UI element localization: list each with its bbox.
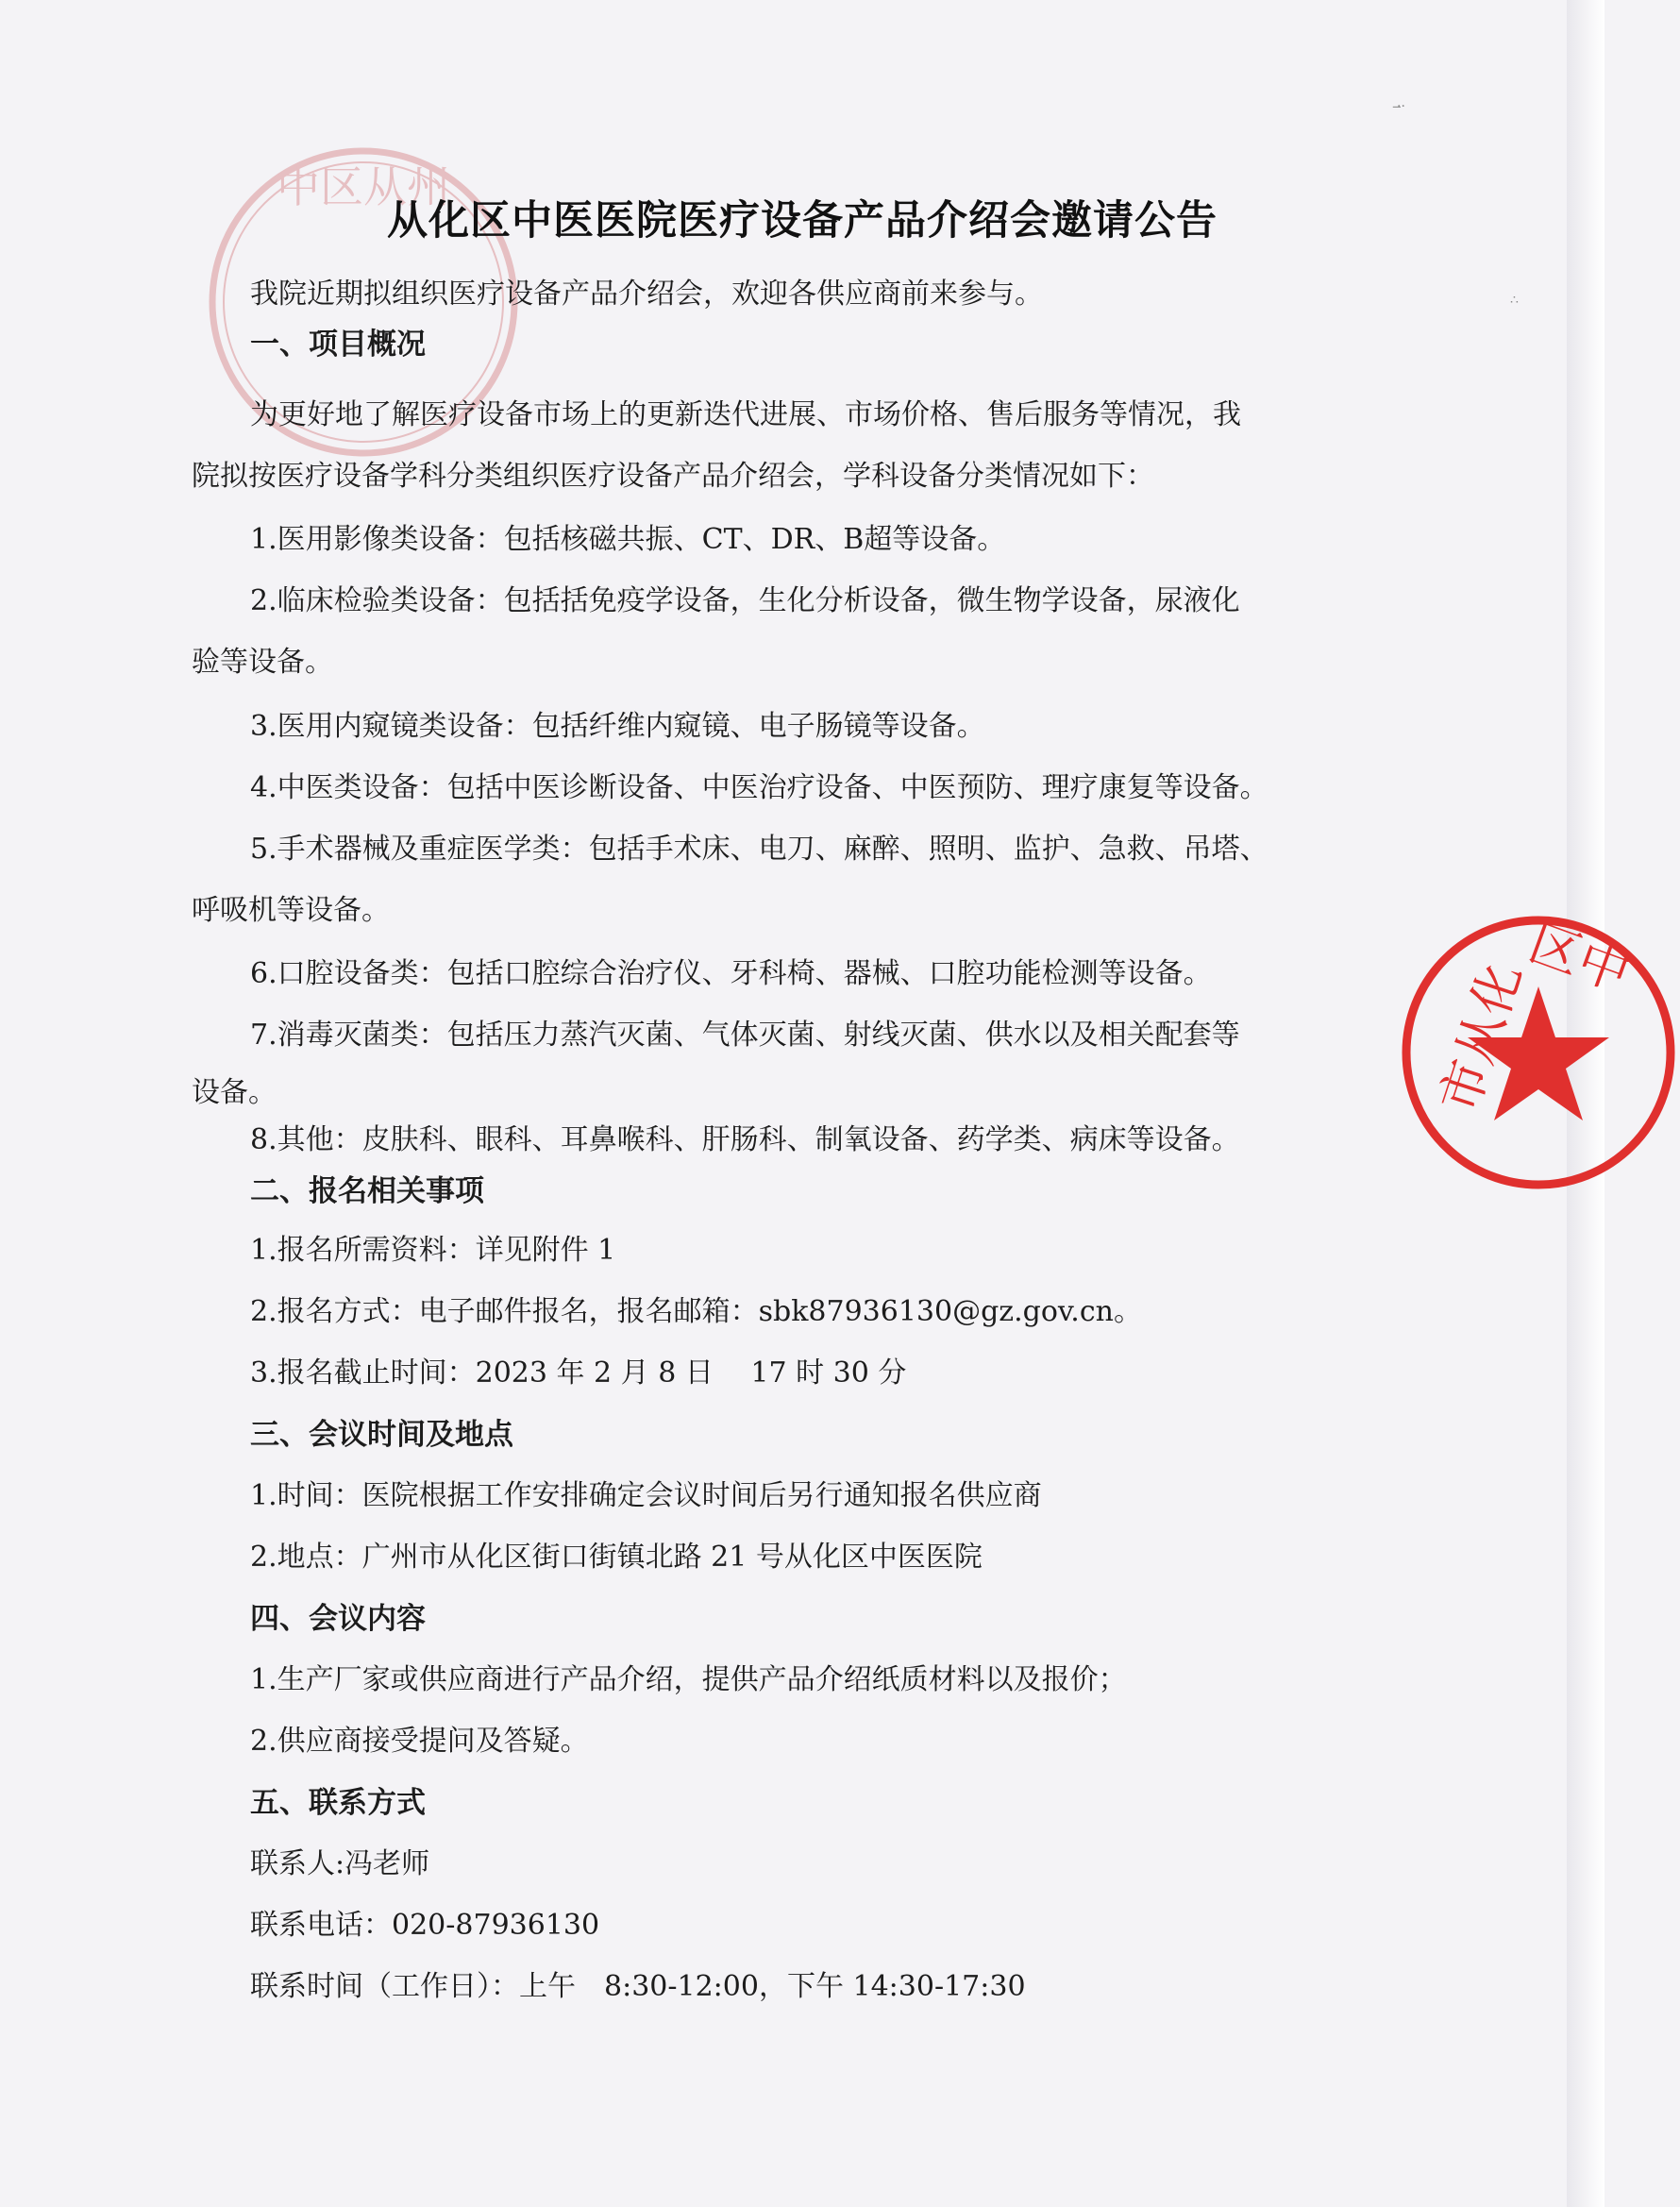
- svg-text:市从化: 市从化: [1428, 955, 1533, 1120]
- category-item-7-line2: 设备。: [192, 1076, 277, 1109]
- category-item-1: 1.医用影像类设备：包括核磁共振、CT、DR、B超等设备。: [250, 523, 1006, 556]
- contact-hours: 联系时间（工作日）：上午 8:30-12:00，下午 14:30-17:30: [250, 1970, 1026, 2003]
- category-item-5-line2: 呼吸机等设备。: [192, 894, 390, 927]
- category-item-7-line1: 7.消毒灭菌类：包括压力蒸汽灭菌、气体灭菌、射线灭菌、供水以及相关配套等: [250, 1019, 1240, 1052]
- category-item-5-line1: 5.手术器械及重症医学类：包括手术床、电刀、麻醉、照明、监护、急救、吊塔、: [250, 833, 1268, 866]
- category-item-6: 6.口腔设备类：包括口腔综合治疗仪、牙科椅、器械、口腔功能检测等设备。: [250, 957, 1212, 990]
- category-item-2-line1: 2.临床检验类设备：包括括免疫学设备，生化分析设备，微生物学设备，尿液化: [250, 584, 1240, 617]
- svg-text:中区从州: 中区从州: [277, 161, 450, 212]
- category-item-2-line2: 验等设备。: [192, 646, 333, 679]
- category-item-3: 3.医用内窥镜类设备：包括纤维内窥镜、电子肠镜等设备。: [250, 710, 985, 743]
- contact-phone: 联系电话：020-87936130: [250, 1909, 600, 1942]
- overview-paragraph-line2: 院拟按医疗设备学科分类组织医疗设备产品介绍会，学科设备分类情况如下：: [192, 460, 1154, 493]
- intro-text: 我院近期拟组织医疗设备产品介绍会，欢迎各供应商前来参与。: [250, 278, 1043, 311]
- document-title: 从化区中医医院医疗设备产品介绍会邀请公告: [387, 197, 1218, 244]
- scan-speck: ∴: [1510, 293, 1519, 308]
- meeting-content-item-2: 2.供应商接受提问及答疑。: [250, 1725, 589, 1758]
- meeting-content-item-1: 1.生产厂家或供应商进行产品介绍，提供产品介绍纸质材料以及报价；: [250, 1663, 1127, 1696]
- section-heading-meeting-time-place: 三、会议时间及地点: [250, 1418, 513, 1452]
- registration-item-2: 2.报名方式：电子邮件报名，报名邮箱：sbk87936130@gz.gov.cn。: [250, 1295, 1142, 1328]
- section-heading-meeting-content: 四、会议内容: [250, 1602, 426, 1636]
- section-heading-contact: 五、联系方式: [250, 1786, 426, 1820]
- section-heading-overview: 一、项目概况: [250, 328, 426, 362]
- meeting-place: 2.地点：广州市从化区街口街镇北路 21 号从化区中医医院: [250, 1541, 983, 1574]
- contact-person: 联系人:冯老师: [250, 1847, 430, 1880]
- red-seal-image: [1397, 911, 1680, 1194]
- registration-item-1: 1.报名所需资料：详见附件 1: [250, 1234, 616, 1267]
- category-item-8: 8.其他：皮肤科、眼科、耳鼻喉科、肝肠科、制氧设备、药学类、病床等设备。: [250, 1123, 1240, 1156]
- scan-speck: ·̶̶̶·: [1397, 99, 1405, 114]
- section-heading-registration: 二、报名相关事项: [250, 1174, 484, 1208]
- meeting-time: 1.时间：医院根据工作安排确定会议时间后另行通知报名供应商: [250, 1479, 1042, 1512]
- registration-item-3: 3.报名截止时间：2023 年 2 月 8 日 17 时 30 分: [250, 1356, 907, 1390]
- overview-paragraph-line1: 为更好地了解医疗设备市场上的更新迭代进展、市场价格、售后服务等情况，我: [250, 398, 1241, 431]
- category-item-4: 4.中医类设备：包括中医诊断设备、中医治疗设备、中医预防、理疗康复等设备。: [250, 771, 1268, 804]
- svg-text:区中: 区中: [1521, 912, 1638, 1003]
